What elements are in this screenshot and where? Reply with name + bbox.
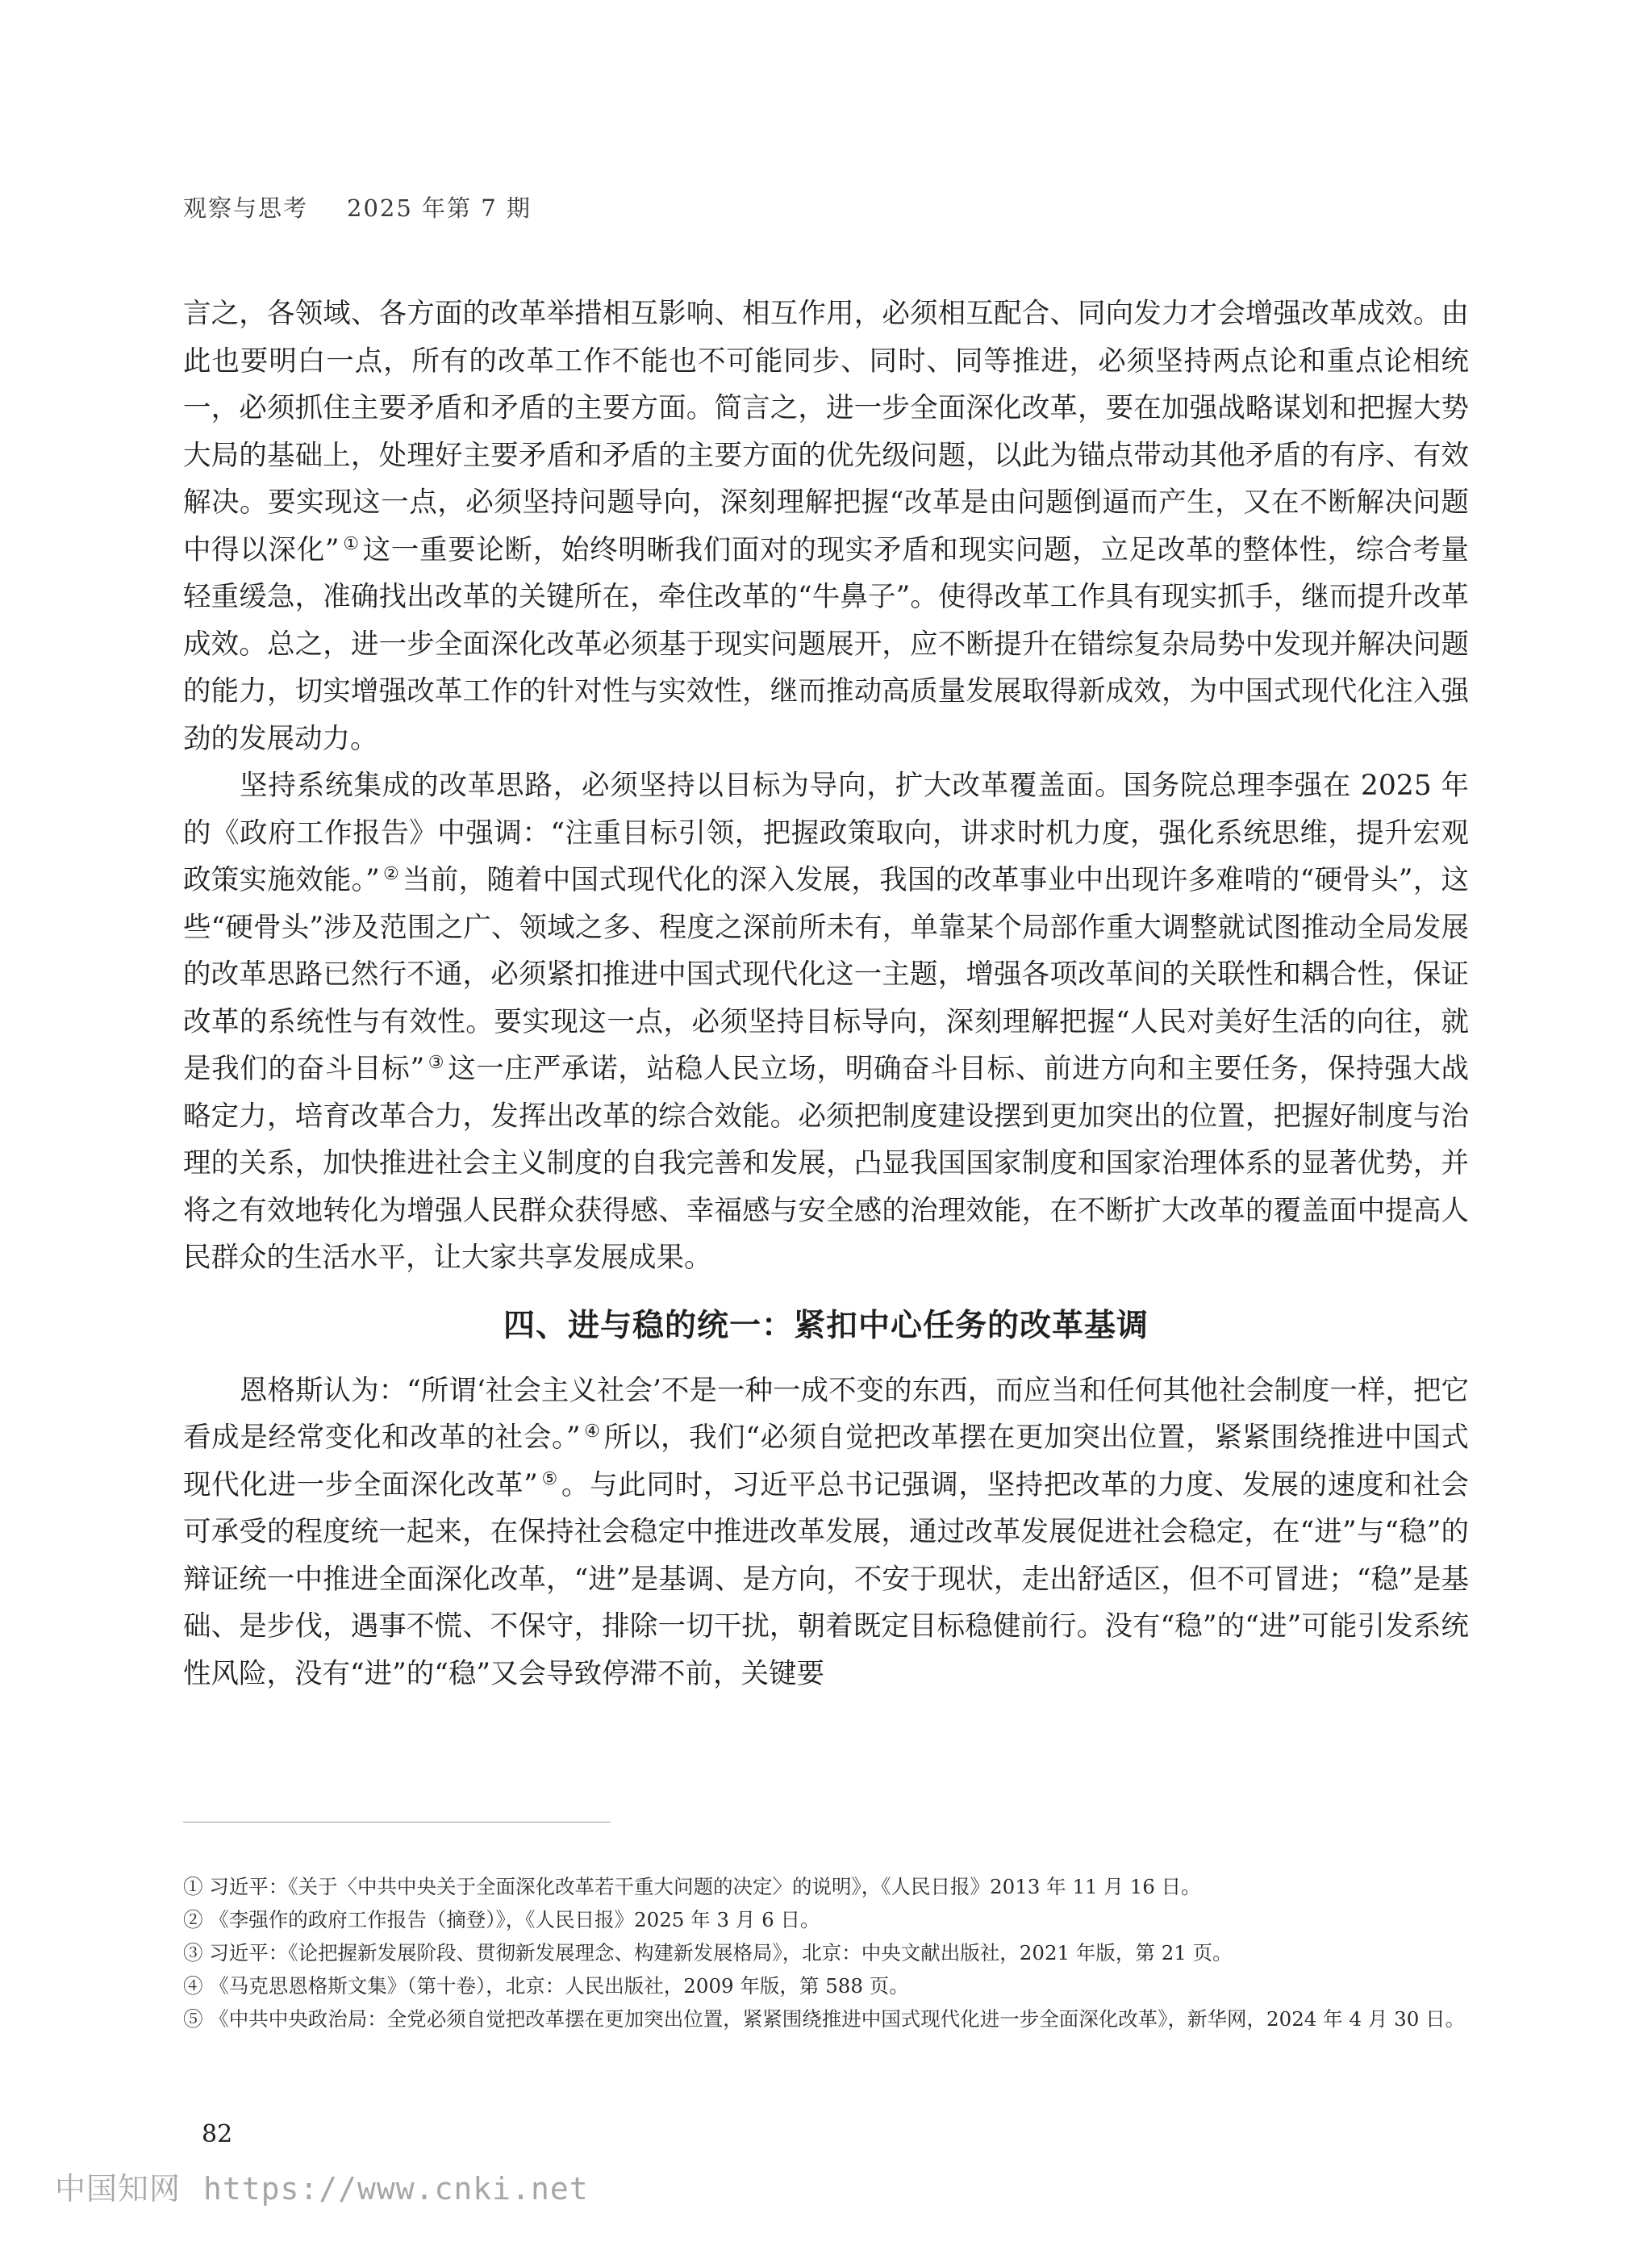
footnote-5: ⑤ 《中共中央政治局：全党必须自觉把改革摆在更加突出位置，紧紧围绕推进中国式现代化进一步全面深化改革》，新华网，2024 年 4 月 30 日。 <box>183 2007 1466 2031</box>
footnotes <box>183 1870 1469 2035</box>
footnote-2: ② 《李强作的政府工作报告（摘登）》，《人民日报》2025 年 3 月 6 日。 <box>183 1908 820 1931</box>
journal-name: 观察与思考 <box>183 194 309 222</box>
cnki-logo: 中国知网 <box>55 2171 181 2207</box>
section-heading: 四、进与稳的统一：紧扣中心任务的改革基调 <box>503 1307 1149 1344</box>
cnki-url[interactable]: https://www.cnki.net <box>203 2171 589 2207</box>
cnki-watermark <box>55 2164 589 2208</box>
paragraph-text: 坚持系统集成的改革思路，必须坚持以目标为导向，扩大改革覆盖面。国务院总理李强在 2025 年的《政府工作报告》中强调：“注重目标引领，把握政策取向，讲求时机力度，强化系统思维，提升宏观政策实施效能。” <box>183 770 1469 896</box>
footnote-1: ① 习近平：《关于〈中共中央关于全面深化改革若干重大问题的决定〉的说明》，《人民日报》2013 年 11 月 16 日。 <box>183 1875 1201 1898</box>
issue-label: 2025 年第 7 期 <box>347 194 532 222</box>
article-body <box>183 290 1469 1697</box>
paragraph-text: 言之，各领域、各方面的改革举措相互影响、相互作用，必须相互配合、同向发力才会增强改革成效。由此也要明白一点，所有的改革工作不能也不可能同步、同时、同等推进，必须坚持两点论和重点论相统一，必须抓住主要矛盾和矛盾的主要方面。简言之，进一步全面深化改革，要在加强战略谋划和把握大势大局的基础上，处理好主要矛盾和矛盾的主要方面的优先级问题，以此为锚点带动其他矛盾的有序、有效解决。要实现这一点，必须坚持问题导向，深刻理解把握“改革是由问题倒逼而产生，又在不断解决问题中得以深化” <box>183 298 1469 566</box>
footnote-ref-1[interactable]: ① <box>342 533 360 554</box>
page-number: 82 <box>202 2120 233 2148</box>
footnote-ref-4[interactable]: ④ <box>583 1422 601 1442</box>
paragraph-1 <box>183 290 1469 762</box>
footnote-4: ④ 《马克思恩格斯文集》（第十卷），北京：人民出版社，2009 年版，第 588 页。 <box>183 1974 909 1998</box>
footnote-ref-3[interactable]: ③ <box>428 1053 445 1073</box>
paragraph-text: 。与此同时，习近平总书记强调，坚持把改革的力度、发展的速度和社会可承受的程度统一起来，在保持社会稳定中推进改革发展，通过改革发展促进社会稳定，在“进”与“稳”的辩证统一中推进全面深化改革，“进”是基调、是方向，不安于现状，走出舒适区，但不可冒进；“稳”是基础、是步伐，遇事不慌、不保守，排除一切干扰，朝着既定目标稳健前行。没有“稳”的“进”可能引发系统性风险，没有“进”的“稳”又会导致停滞不前，关键要 <box>183 1468 1469 1690</box>
paragraph-text: 这一重要论断，始终明晰我们面对的现实矛盾和现实问题，立足改革的整体性，综合考量轻重缓急，准确找出改革的关键所在，牵住改革的“牛鼻子”。使得改革工作具有现实抓手，继而提升改革成效。总之，进一步全面深化改革必须基于现实问题展开，应不断提升在错综复杂局势中发现并解决问题的能力，切实增强改革工作的针对性与实效性，继而推动高质量发展取得新成效，为中国式现代化注入强劲的发展动力。 <box>183 533 1469 755</box>
paragraph-text: 所以，我们“必须自觉把改革摆在更加突出位置，紧紧围绕推进中国式现代化进一步全面深化改革” <box>183 1422 1469 1501</box>
paragraph-text: 这一庄严承诺，站稳人民立场，明确奋斗目标、前进方向和主要任务，保持强大战略定力，培育改革合力，发挥出改革的综合效能。必须把制度建设摆到更加突出的位置，把握好制度与治理的关系，加快推进社会主义制度的自我完善和发展，凸显我国国家制度和国家治理体系的显著优势，并将之有效地转化为增强人民群众获得感、幸福感与安全感的治理效能，在不断扩大改革的覆盖面中提高人民群众的生活水平，让大家共享发展成果。 <box>183 1053 1470 1274</box>
paragraph-text: 当前，随着中国式现代化的深入发展，我国的改革事业中出现许多难啃的“硬骨头”，这些“硬骨头”涉及范围之广、领域之多、程度之深前所未有，单靠某个局部作重大调整就试图推动全局发展的改革思路已然行不通，必须紧扣推进中国式现代化这一主题，增强各项改革间的关联性和耦合性，保证改革的系统性与有效性。要实现这一点，必须坚持目标导向，深刻理解把握“人民对美好生活的向往，就是我们的奋斗目标” <box>183 864 1469 1085</box>
paragraph-2 <box>183 762 1469 1282</box>
paragraph-3 <box>183 1367 1469 1698</box>
running-head <box>183 190 570 223</box>
footnote-3: ③ 习近平：《论把握新发展阶段、贯彻新发展理念、构建新发展格局》，北京：中央文献出版社，2021 年版，第 21 页。 <box>183 1941 1233 1964</box>
footnote-ref-2[interactable]: ② <box>382 864 400 884</box>
footnote-ref-5[interactable]: ⑤ <box>540 1468 558 1489</box>
paragraph-text: 恩格斯认为：“所谓‘社会主义社会’不是一种一成不变的东西，而应当和任何其他社会制度一样，把它看成是经常变化和改革的社会。” <box>183 1374 1469 1454</box>
